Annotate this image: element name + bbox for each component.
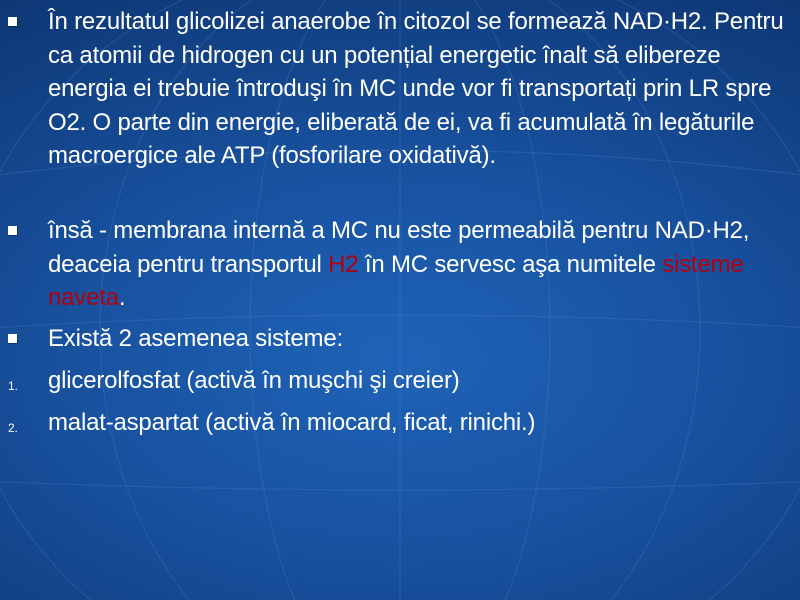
square-bullet-icon	[8, 334, 17, 343]
number-marker: 2.	[8, 421, 18, 435]
numbered-text: malat-aspartat (activă în miocard, ficat, rinichi.)	[48, 409, 536, 436]
highlight-h2: H2	[328, 250, 359, 278]
bullet-text-end: .	[118, 284, 126, 311]
bullet-text: În rezultatul glicolizei anaerobe în citozol se formează NAD·H2. Pentru ca atomii de hidrogen cu un potențial energetic înalt să elibereze energia ei trebuie întroduşi în MC unde vor fi transportați prin LR spre O2. O parte din energie, eliberată de ei, va fi acumulată în legăturile macroergice ale ATP (fosforilare oxidativă).	[48, 8, 784, 169]
bullet-item-2	[48, 214, 788, 315]
highlight-sisteme-naveta: sisteme naveta	[48, 250, 744, 311]
numbered-item-1	[8, 364, 788, 398]
bullet-text: însă - membrana internă a MC nu este permeabilă pentru NAD·H2, deaceia pentru transportul	[48, 217, 750, 278]
bullet-item-1	[48, 5, 788, 173]
bullet-text-cont: în MC servesc aşa numitele	[358, 250, 663, 278]
numbered-text: glicerolfosfat (activă în muşchi şi creier)	[48, 367, 460, 394]
number-marker: 1.	[8, 379, 18, 393]
square-bullet-icon	[8, 17, 17, 26]
numbered-item-2	[8, 406, 788, 440]
bullet-text: Există 2 asemenea sisteme:	[48, 325, 343, 352]
square-bullet-icon	[8, 226, 17, 235]
bullet-item-3	[48, 322, 788, 356]
